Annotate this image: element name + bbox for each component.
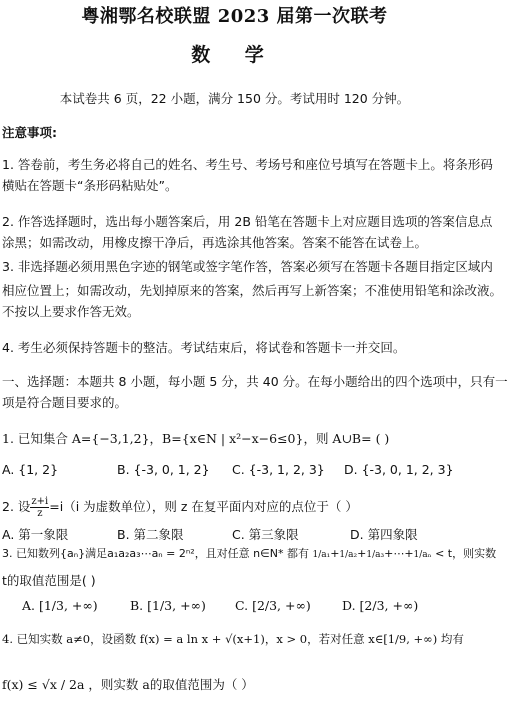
question-1-option-a: A. {1, 2}: [2, 462, 59, 477]
question-3-option-d: D. [2/3, +∞): [342, 598, 419, 613]
section-1-line-2: 项是符合题目要求的。: [2, 395, 128, 410]
question-1-option-b: B. {-3, 0, 1, 2}: [117, 462, 210, 477]
question-2-stem: [2, 496, 358, 519]
question-2-option-d: D. 第四象限: [350, 527, 418, 542]
exam-subject: 数 学: [191, 44, 278, 66]
question-3-stem-a: 3. 已知数列{aₙ}满足a₁a₂a₃⋯aₙ = 2ⁿ²，且对任意 n∈N* 都有: [2, 547, 309, 560]
question-2-fraction-numerator: z+i: [31, 496, 49, 507]
question-1-option-d: D. {-3, 0, 1, 2, 3}: [344, 462, 454, 477]
notice-heading: 注意事项:: [2, 125, 57, 140]
question-3-term-n: 1/aₙ: [413, 550, 432, 560]
notice-2-line-2: 涂黑；如需改动，用橡皮擦干净后，再选涂其他答案。答案不能答在试卷上。: [2, 235, 428, 250]
question-3-term-1: 1/a₁: [312, 550, 331, 560]
notice-4: 4. 考生必须保持答题卡的整洁。考试结束后，将试卷和答题卡一并交回。: [2, 340, 406, 355]
question-2-fraction-denominator: z: [37, 508, 43, 519]
question-2-option-b: B. 第二象限: [117, 527, 184, 542]
question-1-option-c: C. {-3, 1, 2, 3}: [232, 462, 325, 477]
question-2-fraction: [30, 496, 49, 519]
section-1-line-1: 一、选择题：本题共 8 小题，每小题 5 分，共 40 分。在每小题给出的四个选项中，只有一: [2, 374, 508, 389]
question-3-line-2: t的取值范围是( ): [2, 573, 96, 588]
notice-1-line-1: 1. 答卷前，考生务必将自己的姓名、考生号、考场号和座位号填写在答题卡上。将条形码: [2, 157, 493, 172]
question-3-term-2: 1/a₂: [339, 550, 358, 560]
notice-3-line-3: 不按以上要求作答无效。: [2, 304, 140, 319]
question-1-stem: 1. 已知集合 A={−3,1,2}，B={x∈N | x²−x−6≤0}，则 A∪B= ( ): [2, 431, 390, 446]
question-2-option-a: A. 第一象限: [2, 527, 69, 542]
question-3-stem-b: < t，则实数: [435, 547, 497, 560]
question-4-stem: 4. 已知实数 a≠0，设函数 f(x) = a ln x + √(x+1)，x > 0，若对任意 x∈[1/9, +∞) 均有: [2, 632, 464, 646]
exam-info: 本试卷共 6 页，22 小题，满分 150 分。考试用时 120 分钟。: [59, 91, 410, 106]
question-3-option-a: A. [1/3, +∞): [22, 598, 98, 613]
notice-3-line-2: 相应位置上；如需改动，先划掉原来的答案，然后再写上新答案；不准使用铅笔和涂改液。: [2, 283, 503, 298]
notice-3-line-1: 3. 非选择题必须用黑色字迹的钢笔或签字笔作答，答案必须写在答题卡各题目指定区域内: [2, 259, 493, 274]
exam-title: 粤湘鄂名校联盟 2023 届第一次联考: [81, 6, 388, 27]
notice-2-line-1: 2. 作答选择题时，选出每小题答案后，用 2B 铅笔在答题卡上对应题目选项的答案信息点: [2, 214, 493, 229]
question-2-suffix: =i（i 为虚数单位），则 z 在复平面内对应的点位于（ ）: [49, 499, 358, 514]
question-3-stem: 3. 已知数列{aₙ}满足a₁a₂a₃⋯aₙ = 2ⁿ²，且对任意 n∈N* 都有 1/a₁+1/a₂+1/a₃+⋯+1/aₙ < t，则实数: [2, 547, 497, 560]
question-3-option-b: B. [1/3, +∞): [130, 598, 206, 613]
question-3-option-c: C. [2/3, +∞): [235, 598, 311, 613]
question-4-line-2: f(x) ≤ √x / 2a ，则实数 a的取值范围为（ ）: [2, 677, 254, 692]
question-3-term-3: 1/a₃: [366, 550, 385, 560]
notice-1-line-2: 横贴在答题卡“条形码粘贴处”。: [2, 178, 178, 193]
question-2-option-c: C. 第三象限: [232, 527, 299, 542]
question-2-prefix: 2. 设: [2, 499, 31, 514]
